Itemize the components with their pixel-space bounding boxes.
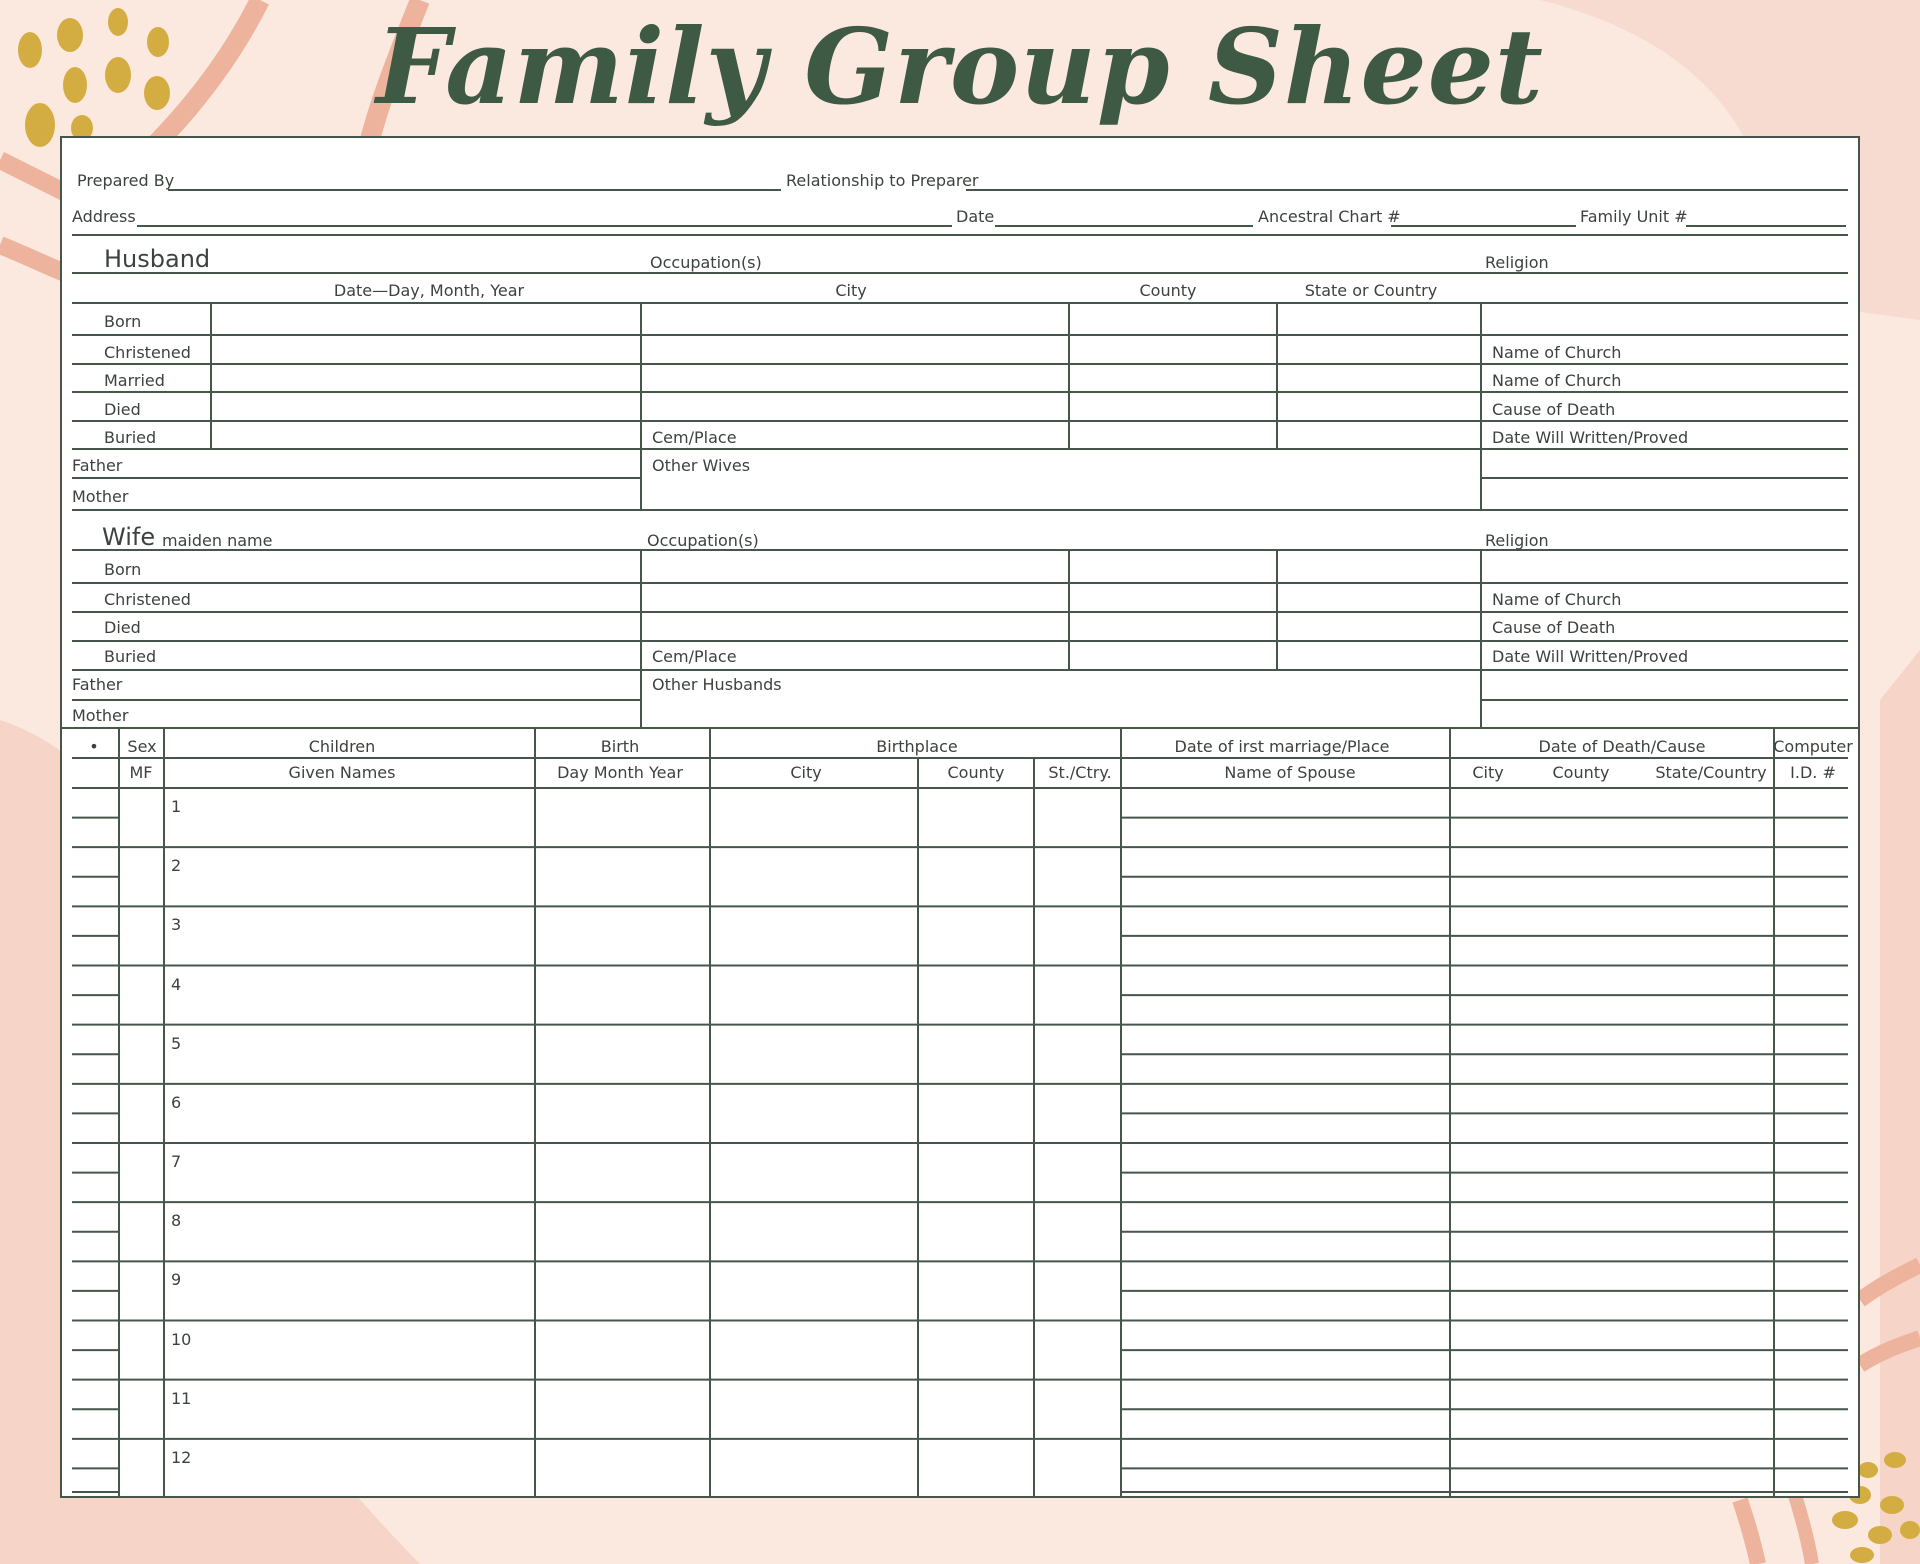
other-husbands-label: Other Husbands bbox=[652, 675, 782, 694]
child-number: 10 bbox=[171, 1329, 192, 1349]
wife-father-label: Father bbox=[72, 675, 123, 694]
birth-label: Birth bbox=[600, 737, 640, 756]
date-label: Date bbox=[956, 207, 995, 226]
spouse-name-label: Name of Spouse bbox=[1224, 763, 1356, 782]
col-state-label: State or Country bbox=[1304, 281, 1438, 300]
day-month-year-label: Day Month Year bbox=[557, 763, 683, 782]
children-label: Children bbox=[308, 737, 376, 756]
sex-label: Sex bbox=[127, 737, 157, 756]
child-number: 6 bbox=[171, 1092, 182, 1112]
husband-married-label: Married bbox=[104, 371, 165, 390]
child-number: 8 bbox=[171, 1211, 182, 1231]
husband-died-label: Died bbox=[104, 400, 141, 419]
wife-church-label: Name of Church bbox=[1492, 590, 1622, 609]
prepared-by-label: Prepared By bbox=[77, 171, 175, 190]
wife-mother-label: Mother bbox=[72, 706, 129, 725]
death-county-label: County bbox=[1552, 763, 1610, 782]
family-unit-label: Family Unit # bbox=[1580, 207, 1688, 226]
death-cause-label: Date of Death/Cause bbox=[1538, 737, 1706, 756]
death-city-label: City bbox=[1472, 763, 1504, 782]
child-number: 4 bbox=[171, 974, 182, 994]
child-number: 7 bbox=[171, 1152, 182, 1171]
husband-born-label: Born bbox=[104, 312, 142, 331]
wife-born-label: Born bbox=[104, 560, 142, 579]
husband-will-label: Date Will Written/Proved bbox=[1492, 428, 1689, 447]
mf-label: MF bbox=[129, 763, 153, 782]
computer-label: Computer bbox=[1773, 737, 1853, 756]
address-label: Address bbox=[72, 207, 136, 226]
first-marriage-label: Date of irst marriage/Place bbox=[1174, 737, 1390, 756]
husband-mother-label: Mother bbox=[72, 487, 129, 506]
husband-cause-of-death-label: Cause of Death bbox=[1492, 400, 1616, 419]
relationship-label: Relationship to Preparer bbox=[786, 171, 979, 190]
child-number: 3 bbox=[171, 915, 182, 935]
child-number: 1 bbox=[171, 797, 182, 816]
wife-religion-label: Religion bbox=[1485, 531, 1549, 550]
child-number: 11 bbox=[171, 1388, 192, 1408]
id-label: I.D. # bbox=[1790, 763, 1836, 782]
ancestral-chart-label: Ancestral Chart # bbox=[1258, 207, 1401, 226]
husband-buried-label: Buried bbox=[104, 428, 157, 447]
husband-occupation-label: Occupation(s) bbox=[650, 253, 762, 272]
other-wives-label: Other Wives bbox=[652, 456, 751, 475]
wife-title: Wife bbox=[102, 523, 156, 551]
wife-cause-of-death-label: Cause of Death bbox=[1492, 618, 1616, 637]
wife-died-label: Died bbox=[104, 618, 141, 637]
husband-father-label: Father bbox=[72, 456, 123, 475]
child-number: 5 bbox=[171, 1033, 182, 1053]
col-city-label: City bbox=[835, 281, 867, 300]
birthplace-label: Birthplace bbox=[876, 737, 958, 756]
page-title: Family Group Sheet bbox=[376, 5, 1544, 128]
husband-religion-label: Religion bbox=[1485, 253, 1549, 272]
husband-title: Husband bbox=[104, 245, 211, 273]
given-names-label: Given Names bbox=[288, 763, 396, 782]
husband-christened-label: Christened bbox=[104, 343, 191, 362]
wife-maiden-label: maiden name bbox=[162, 531, 273, 550]
wife-will-label: Date Will Written/Proved bbox=[1492, 647, 1689, 666]
child-number: 2 bbox=[171, 856, 182, 876]
husband-church-1-label: Name of Church bbox=[1492, 343, 1622, 362]
bullet-marker: • bbox=[89, 737, 99, 756]
wife-cem-place-label: Cem/Place bbox=[652, 647, 737, 666]
col-county-label: County bbox=[1139, 281, 1197, 300]
wife-occupation-label: Occupation(s) bbox=[647, 531, 759, 550]
col-date-label: Date—Day, Month, Year bbox=[333, 281, 525, 300]
birthplace-county-label: County bbox=[947, 763, 1005, 782]
child-number: 9 bbox=[171, 1270, 182, 1290]
child-number: 12 bbox=[171, 1447, 192, 1467]
wife-buried-label: Buried bbox=[104, 647, 157, 666]
husband-church-2-label: Name of Church bbox=[1492, 371, 1622, 390]
husband-cem-place-label: Cem/Place bbox=[652, 428, 737, 447]
birthplace-st-ctry-label: St./Ctry. bbox=[1048, 763, 1112, 782]
death-state-label: State/Country bbox=[1655, 763, 1767, 782]
wife-christened-label: Christened bbox=[104, 590, 191, 609]
birthplace-city-label: City bbox=[790, 763, 822, 782]
